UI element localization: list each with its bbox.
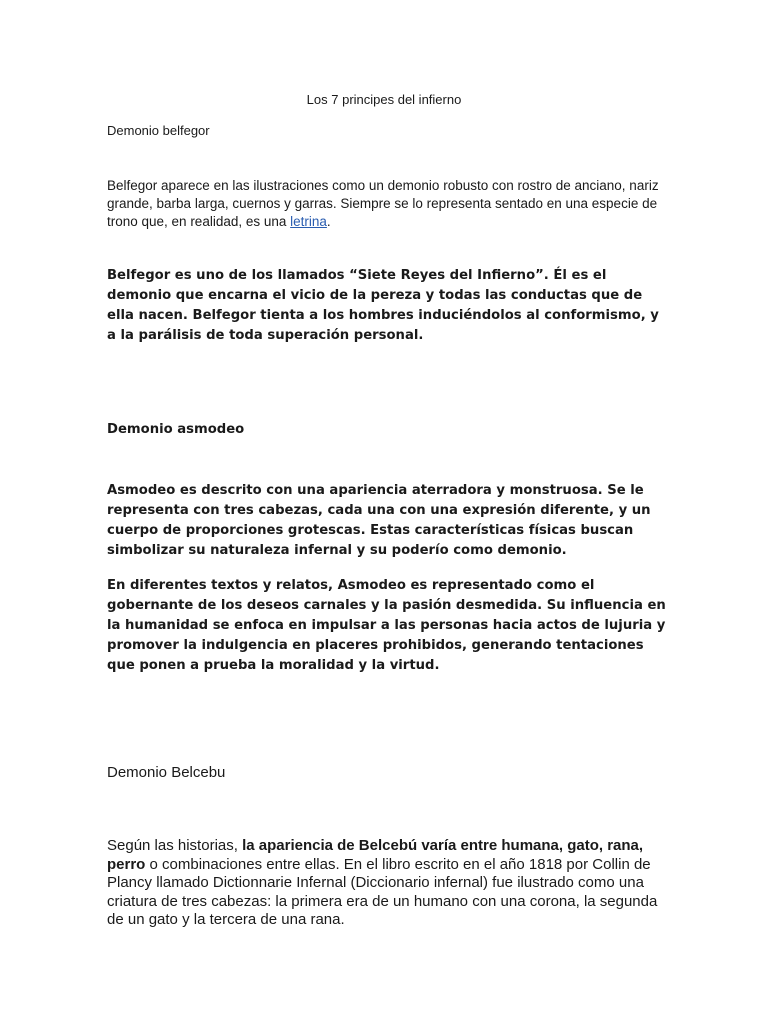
heading-belcebu: Demonio Belcebu — [107, 764, 226, 781]
belcebu-paragraph — [107, 837, 669, 930]
belfegor-description-text: Belfegor aparece en las ilustraciones como un demonio robusto con rostro de anciano, nariz grande, barba larga, cuernos y garras. Siempre se lo representa sentado en una especie de trono que, en realidad, es una — [107, 178, 659, 229]
belcebu-rest-text: o combinaciones entre ellas. En el libro escrito en el año 1818 por Collin de Plancy llamado Dictionnarie Infernal (Diccionario infernal) fue ilustrado como una criatura de tres cabezas: la primera era de un humano con una corona, la segunda de un gato y la tercera de una rana. — [107, 855, 658, 928]
heading-belfegor: Demonio belfegor — [107, 123, 210, 138]
letrina-link[interactable]: letrina — [290, 214, 327, 229]
asmodeo-appearance-paragraph: Asmodeo es descrito con una apariencia aterradora y monstruosa. Se le representa con tres cabezas, cada una con una expresión diferente, y un cuerpo de proporciones grotescas. Estas características físicas buscan simbolizar su naturaleza infernal y su poderío como demonio. — [107, 483, 651, 558]
belfegor-description-paragraph — [107, 177, 667, 231]
heading-asmodeo: Demonio asmodeo — [107, 422, 245, 437]
belcebu-bold-text: la apariencia de Belcebú varía entre humana, gato, rana, perro — [107, 837, 644, 873]
belcebu-intro-text: Según las historias, — [107, 837, 243, 854]
belfegor-bold-paragraph: Belfegor es uno de los llamados “Siete Reyes del Infierno”. Él es el demonio que encarna el vicio de la pereza y todas las conductas que de ella nacen. Belfegor tienta a los hombres induciéndolos al conformismo, y a la parálisis de toda superación personal. — [107, 268, 659, 343]
asmodeo-influence-paragraph: En diferentes textos y relatos, Asmodeo es representado como el gobernante de los deseos carnales y la pasión desmedida. Su influencia en la humanidad se enfoca en impulsar a las personas hacia actos de lujuria y promover la indulgencia en placeres prohibidos, generando tentaciones que ponen a prueba la moralidad y la virtud. — [107, 578, 666, 673]
belfegor-description-end: . — [326, 214, 331, 229]
document-title: Los 7 principes del infierno — [306, 92, 462, 107]
